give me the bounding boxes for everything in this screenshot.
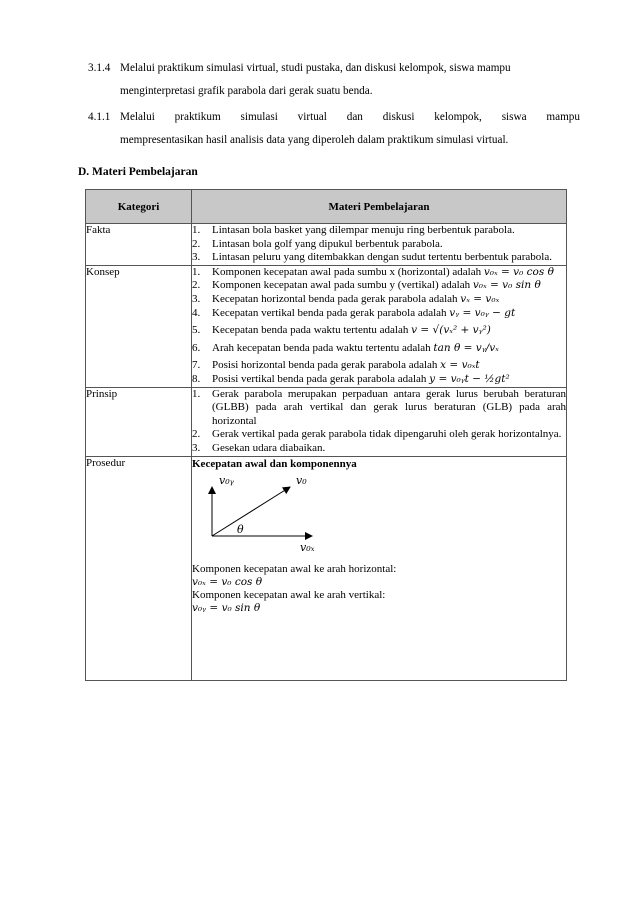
prinsip-content xyxy=(192,387,567,456)
list-item: 3. Kecepatan horizontal benda pada gerak parabola adalah vₓ = v₀ₓ xyxy=(192,292,500,305)
objective-text: Melalui praktikum simulasi virtual, studi pustaka, dan diskusi kelompok, siswa mampu xyxy=(120,62,511,74)
list-item: 2. Komponen kecepatan awal pada sumbu y (vertikal) adalah v₀ₓ = v₀ sin θ xyxy=(192,279,541,292)
procedure-line: Komponen kecepatan awal ke arah horizontal: xyxy=(192,562,397,575)
equation: v₀ₓ = v₀ cos θ xyxy=(192,575,263,588)
list-item: 2. Gerak vertikal pada gerak parabola tidak dipengaruhi oleh gerak horizontalnya. xyxy=(192,428,562,441)
label-v0: v₀ xyxy=(296,473,307,487)
equation: x = v₀ₓt xyxy=(440,359,480,372)
table-row-prinsip xyxy=(86,387,567,456)
table-row-fakta xyxy=(86,224,567,266)
equation: vᵧ = v₀ᵧ − gt xyxy=(449,306,516,319)
category-label: Prosedur xyxy=(86,456,192,680)
category-label: Fakta xyxy=(86,224,192,266)
procedure-line: Komponen kecepatan awal ke arah vertikal: xyxy=(192,588,386,601)
section-title: D. Materi Pembelajaran xyxy=(78,166,198,178)
table-row-prosedur xyxy=(86,456,567,680)
list-item: 8. Posisi vertikal benda pada gerak parabola adalah y = v₀ᵧt − ½gt² xyxy=(192,372,510,385)
equation: v₀ₓ = v₀ cos θ xyxy=(483,265,554,278)
list-item: 4. Kecepatan vertikal benda pada gerak parabola adalah vᵧ = v₀ᵧ − gt xyxy=(192,306,516,319)
list-item: 6. Arah kecepatan benda pada waktu tertentu adalah tan θ = vᵧ/vₓ xyxy=(192,341,499,354)
label-theta: θ xyxy=(237,522,244,536)
list-item: 7. Posisi horizontal benda pada gerak parabola adalah x = v₀ₓt xyxy=(192,359,480,372)
equation: v₀ᵧ = v₀ sin θ xyxy=(192,601,261,614)
objective-text: Melalui praktikum simulasi virtual dan diskusi kelompok, siswa mampu xyxy=(120,111,580,123)
table-row-konsep xyxy=(86,265,567,387)
list-item: 1. Lintasan bola basket yang dilempar menuju ring berbentuk parabola. xyxy=(192,224,515,236)
velocity-vector-svg xyxy=(192,473,392,553)
materi-table xyxy=(85,189,567,681)
prosedur-content xyxy=(192,456,567,680)
header-materi: Materi Pembelajaran xyxy=(192,190,567,224)
equation: vₓ = v₀ₓ xyxy=(460,292,500,305)
equation: v₀ₓ = v₀ sin θ xyxy=(472,279,541,292)
equation: tan θ = vᵧ/vₓ xyxy=(433,341,499,354)
list-item: 2. Lintasan bola golf yang dipukul berbentuk parabola. xyxy=(192,237,443,250)
label-v0y: v₀ᵧ xyxy=(219,473,234,487)
objective-number: 3.1.4 xyxy=(88,62,111,74)
label-v0x: v₀ₓ xyxy=(300,540,315,553)
list-item: 3. Lintasan peluru yang ditembakkan dengan sudut tertentu berbentuk parabola. xyxy=(192,251,552,264)
category-label: Konsep xyxy=(86,265,192,387)
objective-3-1-4 xyxy=(88,60,568,100)
v0-arrow xyxy=(212,487,290,536)
velocity-diagram xyxy=(192,473,566,553)
equation: v = √(vₓ² + vᵧ²) xyxy=(411,324,491,337)
objective-text: mempresentasikan hasil analisis data yang diperoleh dalam praktikum simulasi virtual. xyxy=(120,134,509,146)
equation: y = v₀ᵧt − ½gt² xyxy=(429,372,510,385)
konsep-content xyxy=(192,265,567,387)
list-item: 3. Gesekan udara diabaikan. xyxy=(192,441,326,454)
objective-text: menginterpretasi grafik parabola dari gerak suatu benda. xyxy=(120,85,373,97)
fakta-content xyxy=(192,224,567,266)
objective-number: 4.1.1 xyxy=(88,111,111,123)
header-kategori: Kategori xyxy=(86,190,192,224)
list-item: 1. Gerak parabola merupakan perpaduan antara gerak lurus berubah beraturan (GLBB) pada arah vertikal dan gerak lurus beraturan (GLB) pada arah horizontal xyxy=(192,387,566,427)
procedure-title: Kecepatan awal dan komponennya xyxy=(192,457,357,470)
table-header-row xyxy=(86,190,567,224)
list-item: 5. Kecepatan benda pada waktu tertentu adalah v = √(vₓ² + vᵧ²) xyxy=(192,324,491,337)
category-label: Prinsip xyxy=(86,387,192,456)
list-item: 1. Komponen kecepatan awal pada sumbu x (horizontal) adalah v₀ₓ = v₀ cos θ xyxy=(192,265,554,278)
objective-4-1-1 xyxy=(88,109,580,149)
